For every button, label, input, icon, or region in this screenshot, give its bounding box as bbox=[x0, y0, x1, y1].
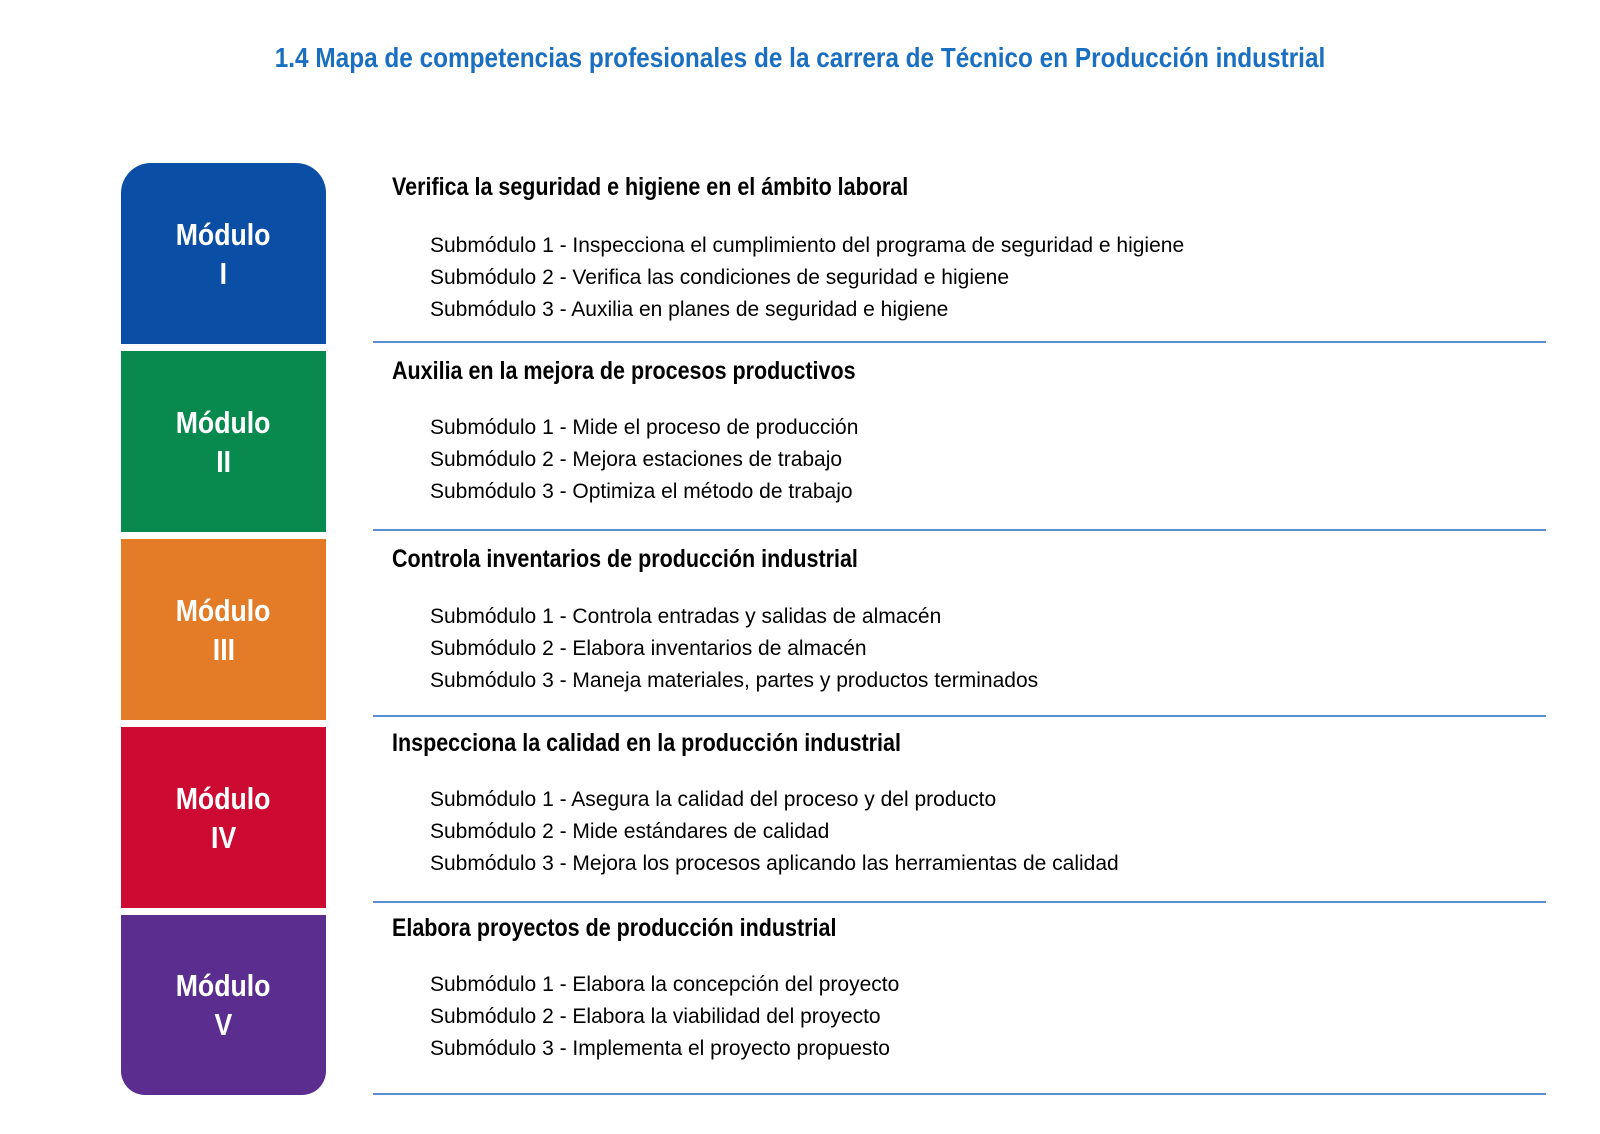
submodule-item: Submódulo 1 - Elabora la concepción del proyecto bbox=[430, 973, 900, 996]
section-divider bbox=[373, 901, 1546, 903]
submodule-list bbox=[430, 969, 899, 1065]
submodule-item: Submódulo 1 - Inspecciona el cumplimiento del programa de seguridad e higiene bbox=[430, 234, 1185, 257]
module-label: Módulo bbox=[176, 968, 271, 1003]
module-numeral: II bbox=[216, 443, 231, 479]
submodule-item: Submódulo 3 - Optimiza el método de trabajo bbox=[430, 480, 853, 503]
submodule-item: Submódulo 2 - Mide estándares de calidad bbox=[430, 820, 830, 843]
submodule-list bbox=[430, 784, 1119, 880]
submodule-item: Submódulo 2 - Mejora estaciones de trabajo bbox=[430, 448, 843, 471]
submodule-list bbox=[430, 230, 1184, 326]
submodule-item: Submódulo 2 - Verifica las condiciones de seguridad e higiene bbox=[430, 266, 1010, 289]
submodule-item: Submódulo 1 - Controla entradas y salidas de almacén bbox=[430, 605, 942, 628]
module-tab-2 bbox=[121, 351, 326, 532]
module-content-1 bbox=[373, 163, 1546, 351]
page-title: 1.4 Mapa de competencias profesionales de la carrera de Técnico en Producción industrial bbox=[274, 42, 1326, 73]
submodule-item: Submódulo 3 - Maneja materiales, partes y productos terminados bbox=[430, 669, 1039, 692]
module-label: Módulo bbox=[176, 216, 271, 252]
module-label: Módulo bbox=[176, 592, 271, 628]
module-heading: Auxilia en la mejora de procesos productivos bbox=[392, 357, 856, 385]
module-content-5 bbox=[373, 915, 1546, 1103]
module-numeral: III bbox=[212, 631, 235, 667]
submodule-item: Submódulo 3 - Mejora los procesos aplicando las herramientas de calidad bbox=[430, 852, 1119, 875]
module-numeral: V bbox=[214, 1007, 233, 1042]
module-row-4 bbox=[121, 727, 1546, 915]
module-tab-5 bbox=[121, 915, 326, 1095]
module-content-3 bbox=[373, 539, 1546, 727]
module-tab-3 bbox=[121, 539, 326, 720]
module-row-1 bbox=[121, 163, 1546, 351]
module-numeral: IV bbox=[210, 819, 237, 855]
module-content-2 bbox=[373, 351, 1546, 539]
module-heading: Inspecciona la calidad en la producción industrial bbox=[392, 729, 901, 757]
submodule-item: Submódulo 3 - Auxilia en planes de seguridad e higiene bbox=[430, 298, 949, 321]
section-divider bbox=[373, 715, 1546, 717]
module-tab-1 bbox=[121, 163, 326, 344]
section-divider bbox=[373, 529, 1546, 531]
submodule-item: Submódulo 2 - Elabora inventarios de almacén bbox=[430, 637, 867, 660]
module-row-3 bbox=[121, 539, 1546, 727]
submodule-item: Submódulo 3 - Implementa el proyecto propuesto bbox=[430, 1037, 890, 1060]
module-row-5 bbox=[121, 915, 1546, 1103]
submodule-list bbox=[430, 412, 858, 508]
module-heading: Verifica la seguridad e higiene en el ámbito laboral bbox=[392, 173, 909, 201]
module-label: Módulo bbox=[176, 780, 271, 816]
section-divider bbox=[373, 341, 1546, 343]
submodule-item: Submódulo 1 - Mide el proceso de producción bbox=[430, 416, 859, 439]
module-row-2 bbox=[121, 351, 1546, 539]
module-tab-4 bbox=[121, 727, 326, 908]
module-label: Módulo bbox=[176, 404, 271, 440]
module-content-4 bbox=[373, 727, 1546, 915]
module-heading: Controla inventarios de producción industrial bbox=[392, 545, 858, 573]
submodule-list bbox=[430, 601, 1038, 697]
section-divider bbox=[373, 1093, 1546, 1095]
module-numeral: I bbox=[219, 255, 228, 291]
module-heading: Elabora proyectos de producción industrial bbox=[392, 914, 837, 942]
submodule-item: Submódulo 2 - Elabora la viabilidad del proyecto bbox=[430, 1005, 881, 1028]
module-list bbox=[121, 163, 1546, 1103]
submodule-item: Submódulo 1 - Asegura la calidad del proceso y del producto bbox=[430, 788, 997, 811]
